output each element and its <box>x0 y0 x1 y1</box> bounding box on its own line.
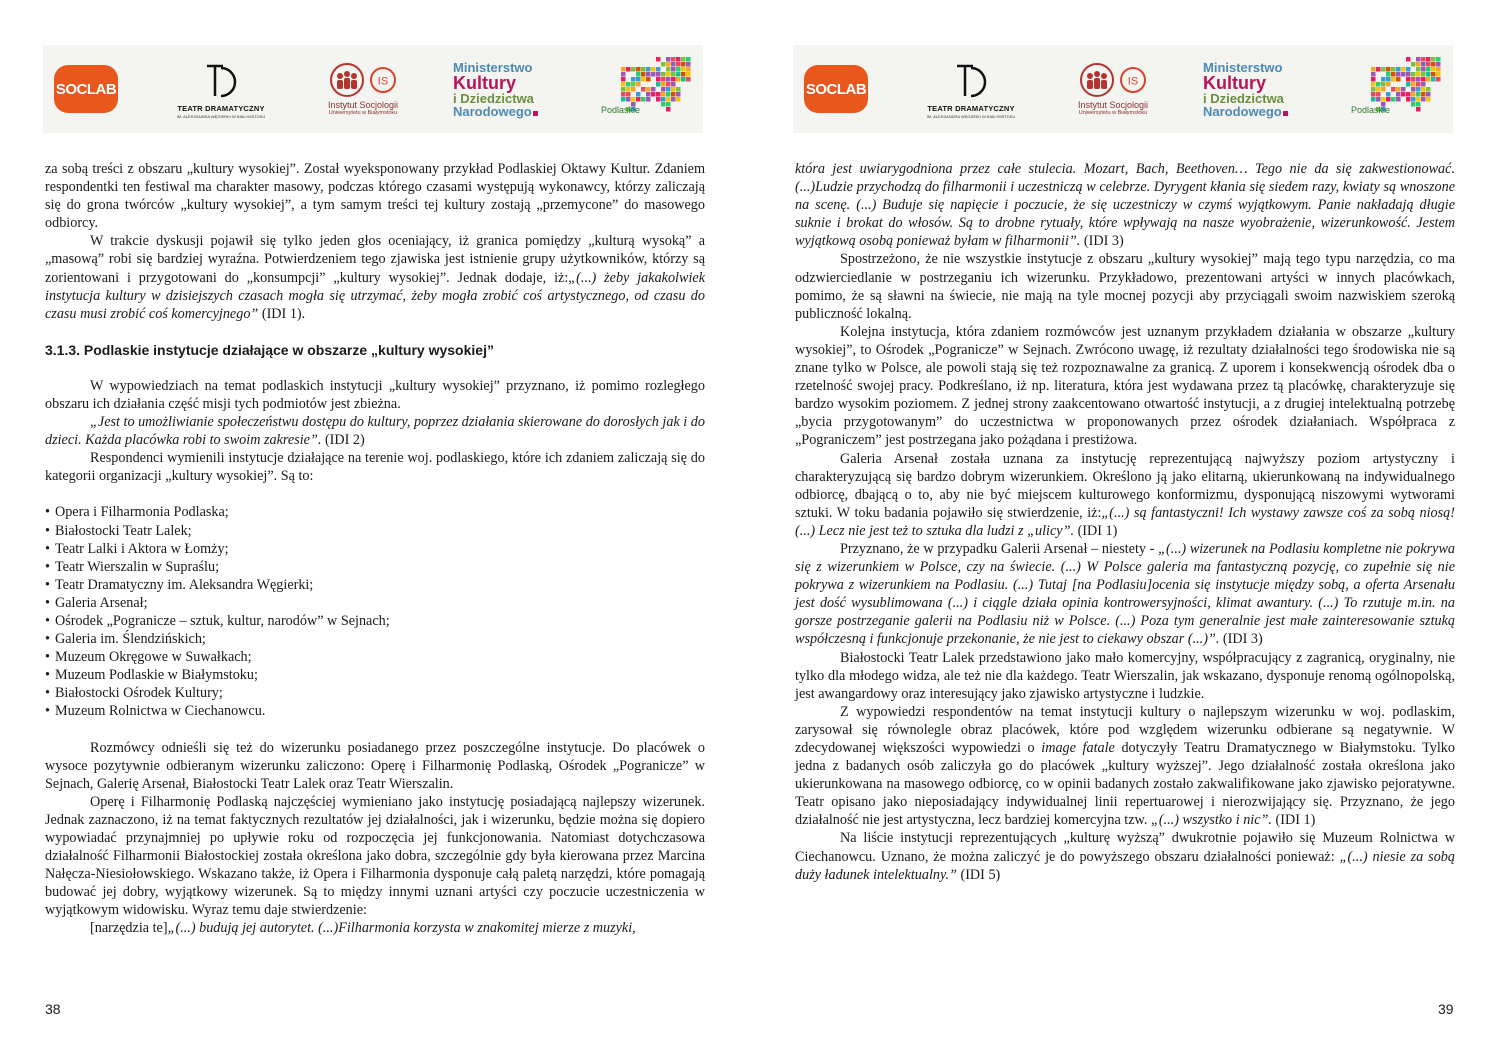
mosaic-tile <box>1416 97 1421 102</box>
mosaic-tile <box>1371 77 1376 82</box>
mosaic-tile <box>1421 97 1426 102</box>
mosaic-tile <box>1386 67 1391 72</box>
list-item: • Białostocki Ośrodek Kultury; <box>45 684 705 702</box>
mosaic-tile <box>686 57 691 62</box>
mosaic-tile <box>641 87 646 92</box>
mosaic-tile <box>1371 67 1376 72</box>
mosaic-tile <box>646 97 651 102</box>
mosaic-tile <box>1426 67 1431 72</box>
mosaic-tile <box>1371 92 1376 97</box>
mosaic-tile <box>666 107 671 112</box>
list-item: • Muzeum Okręgowe w Suwałkach; <box>45 648 705 666</box>
mosaic-tile <box>1426 57 1431 62</box>
mosaic-tile <box>1381 87 1386 92</box>
mosaic-tile <box>666 57 671 62</box>
logo-bar <box>43 45 703 133</box>
mosaic-tile <box>1421 82 1426 87</box>
teatr-dramatyczny-logo: TEATR DRAMATYCZNY IM. ALEKSANDRA WĘGIERKI W BIAŁYMSTOKU <box>161 45 281 133</box>
mosaic-tile <box>1421 57 1426 62</box>
list-item: • Muzeum Rolnictwa w Ciechanowcu. <box>45 702 705 720</box>
mosaic-tile <box>1401 72 1406 77</box>
mosaic-tile <box>621 72 626 77</box>
mosaic-tile <box>1431 67 1436 72</box>
paragraph: [narzędzia te]„(...) budują jej autorytet. (...)Filharmonia korzysta w znakomitej mierze z muzyki, <box>90 920 636 937</box>
right-page <box>750 0 1500 1061</box>
paragraph: W wypowiedziach na temat podlaskich instytucji „kultury wysokiej” przyznano, iż pomimo rozległego obszaru ich działania część misji tych podmiotów jest zbieżna. <box>45 377 705 412</box>
people-group-icon <box>1079 62 1115 98</box>
mosaic-tile <box>656 72 661 77</box>
institutions-list <box>45 503 705 720</box>
mosaic-tile <box>646 92 651 97</box>
mosaic-tile <box>1401 92 1406 97</box>
mosaic-tile <box>1431 72 1436 77</box>
mosaic-tile <box>636 67 641 72</box>
mosaic-tile <box>681 72 686 77</box>
mosaic-tile <box>1386 82 1391 87</box>
mosaic-tile <box>621 82 626 87</box>
bison-mosaic-icon <box>611 57 691 112</box>
mosaic-tile <box>1411 77 1416 82</box>
mosaic-tile <box>1416 87 1421 92</box>
page-number: 38 <box>45 1001 61 1017</box>
mosaic-tile <box>1406 82 1411 87</box>
mosaic-tile <box>681 62 686 67</box>
teatr-dramatyczny-logo: TEATR DRAMATYCZNY IM. ALEKSANDRA WĘGIERKI W BIAŁYMSTOKU <box>911 45 1031 133</box>
mosaic-tile <box>636 82 641 87</box>
list-item: • Galeria im. Ślendzińskich; <box>45 630 705 648</box>
mosaic-tile <box>1381 67 1386 72</box>
mosaic-tile <box>666 82 671 87</box>
mosaic-tile <box>1411 102 1416 107</box>
svg-text:IS: IS <box>377 75 389 88</box>
mosaic-tile <box>621 97 626 102</box>
mosaic-tile <box>656 97 661 102</box>
mosaic-tile <box>1416 67 1421 72</box>
mosaic-tile <box>1426 72 1431 77</box>
mosaic-tile <box>631 82 636 87</box>
list-item: • Teatr Lalki i Aktora w Łomży; <box>45 540 705 558</box>
mosaic-tile <box>661 102 666 107</box>
mosaic-tile <box>1416 72 1421 77</box>
mosaic-tile <box>661 62 666 67</box>
mosaic-tile <box>1431 62 1436 67</box>
mosaic-tile <box>1436 72 1441 77</box>
podlaskie-logo: Podlaskie <box>1341 45 1441 133</box>
mosaic-tile <box>656 92 661 97</box>
mosaic-tile <box>1381 82 1386 87</box>
soclab-logo: SOCLAB <box>801 45 871 133</box>
mosaic-tile <box>1416 92 1421 97</box>
is-circle-icon <box>1119 66 1147 94</box>
mosaic-tile <box>676 62 681 67</box>
mosaic-tile <box>1436 67 1441 72</box>
mosaic-tile <box>1416 57 1421 62</box>
mosaic-tile <box>661 92 666 97</box>
mosaic-tile <box>671 57 676 62</box>
mosaic-tile <box>666 77 671 82</box>
mosaic-tile <box>1411 97 1416 102</box>
mosaic-tile <box>1406 97 1411 102</box>
list-item: • Opera i Filharmonia Podlaska; <box>45 503 705 521</box>
mosaic-tile <box>641 67 646 72</box>
mosaic-tile <box>666 102 671 107</box>
mosaic-tile <box>1431 77 1436 82</box>
mosaic-tile <box>646 67 651 72</box>
mosaic-tile <box>1406 92 1411 97</box>
paragraph: Białostocki Teatr Lalek przedstawiono jako mało komercyjny, współpracujący z zagranicą, oryginalny, nie tylko dla młodego widza, ale też nie dla każdego. Teatr Wierszalin, jak wskazano, dysponuje renomą ogólnopolską, jest awangardowy oraz interesujący jako zjawisko artystyczne i ludzkie. <box>795 649 1455 702</box>
paragraph: W trakcie dyskusji pojawił się tylko jeden głos oceniający, iż granica pomiędzy „kulturą wysoką” a „masową” robi się bardziej wyraźna. Potwierdzeniem tego zjawiska jest istnienie grupy użytkowników, którzy są zorientowani i przygotowani do „konsumpcji” „kultury wysokiej”. Jednak dodaje, iż:„(...) żeby jakakolwiek instytucja kultury w dzisiejszych czasach mogła się utrzymać, żeby mogła zrobić coś artystycznego, od czasu do czasu musi zrobić coś komercyjnego” (IDI 1). <box>45 233 706 322</box>
mosaic-tile <box>1391 67 1396 72</box>
mosaic-tile <box>636 92 641 97</box>
mosaic-tile <box>621 87 626 92</box>
mosaic-tile <box>651 92 656 97</box>
mosaic-tile <box>1421 72 1426 77</box>
mosaic-tile <box>651 87 656 92</box>
mosaic-tile <box>681 77 686 82</box>
mosaic-tile <box>671 77 676 82</box>
mosaic-tile <box>1396 77 1401 82</box>
mosaic-tile <box>1376 82 1381 87</box>
mosaic-tile <box>631 87 636 92</box>
mosaic-tile <box>1421 62 1426 67</box>
mosaic-tile <box>631 67 636 72</box>
mosaic-tile <box>626 67 631 72</box>
mosaic-tile <box>676 57 681 62</box>
mosaic-tile <box>1371 72 1376 77</box>
page-number: 39 <box>1438 1001 1454 1017</box>
mosaic-tile <box>641 97 646 102</box>
paragraph: Przyznano, że w przypadku Galerii Arsenał – niestety - „(...) wizerunek na Podlasiu kompletne nie pokrywa się z wizerunkiem w Polsce, czy na świecie. (...) W Polsce galeria ma fantastyczną pozycję, co zupełnie się nie pokrywa z wizerunkiem na Podlasiu. (...) Tutaj [na Podlasiu]ocenia się instytucje między sobą, a oferta Arsenału jest dość wysublimowana (...) i ciągle działa opinia kontrowersyjności, klimat awantury. (...) To rzutuje m.in. na gorsze postrzeganie galerii na Podlasiu niż w Polsce. (...) Poza tym generalnie jest małe zainteresowanie sztuką współczesną i funkcjonuje przekonanie, że nie jest to ciekawy obszar (...)”. (IDI 3) <box>795 540 1456 648</box>
mosaic-tile <box>1426 92 1431 97</box>
mosaic-tile <box>686 72 691 77</box>
paragraph: Rozmówcy odnieśli się też do wizerunku posiadanego przez poszczególne instytucje. Do placówek o wysoce pozytywnie odbieranym wizerunku zaliczono: Operę i Filharmonię Podlaską, Ośrodek „Pogranicze” w Sejnach, Galerię Arsenał, Białostocki Teatr Lalek oraz Teatr Wierszalin. <box>45 739 705 792</box>
paragraph: Z wypowiedzi respondentów na temat instytucji kultury o najlepszym wizerunku w woj. podlaskim, zarysował się równolegle obraz placówek, które pod względem wizerunku odbierane są negatywnie. W zdecydowanej większości wypowiedzi o image fatale dotyczyły Teatru Dramatycznego w Białymstoku. Tylko jedna z badanych osób zaliczyła go do placówek „kultury wyższej”. Jego działalność została określona jako ukierunkowana na masowego odbiorcę, co w opinii badanych zostało zakwalifikowane jako zjawisko pejoratywne. Teatr opisano jako nieposiadający indywidualnej linii repertuarowej i nierozwijający się. Przyznano, że jego działalność nie jest artystyczna, lecz bardziej komercyjna tzw. „(...) wszystko i nic”. (IDI 1) <box>795 703 1455 829</box>
mosaic-tile <box>661 97 666 102</box>
mosaic-tile <box>1406 72 1411 77</box>
list-item: • Teatr Dramatyczny im. Aleksandra Węgierki; <box>45 576 705 594</box>
list-item: • Galeria Arsenał; <box>45 594 705 612</box>
mosaic-tile <box>1426 97 1431 102</box>
mosaic-tile <box>666 97 671 102</box>
mosaic-tile <box>1411 62 1416 67</box>
mosaic-tile <box>646 77 651 82</box>
mosaic-tile <box>656 67 661 72</box>
mosaic-tile <box>1426 77 1431 82</box>
list-item: • Teatr Wierszalin w Supraślu; <box>45 558 705 576</box>
mosaic-tile <box>1426 62 1431 67</box>
mosaic-tile <box>686 67 691 72</box>
mosaic-tile <box>1436 57 1441 62</box>
mosaic-tile <box>1411 92 1416 97</box>
podlaskie-logo: Podlaskie <box>591 45 691 133</box>
svg-text:IS: IS <box>1127 75 1139 88</box>
mosaic-tile <box>676 72 681 77</box>
mosaic-tile <box>621 67 626 72</box>
mosaic-tile <box>626 92 631 97</box>
mosaic-tile <box>636 72 641 77</box>
mosaic-tile <box>1396 87 1401 92</box>
mosaic-tile <box>1411 72 1416 77</box>
mosaic-tile <box>1406 67 1411 72</box>
mosaic-tile <box>1391 97 1396 102</box>
mosaic-tile <box>1416 82 1421 87</box>
body-text <box>795 160 1455 884</box>
teatr-mark-icon <box>951 60 991 100</box>
mosaic-tile <box>1411 82 1416 87</box>
mosaic-tile <box>1386 92 1391 97</box>
mosaic-tile <box>1376 92 1381 97</box>
mosaic-tile <box>1421 77 1426 82</box>
mosaic-tile <box>1396 72 1401 77</box>
mosaic-tile <box>621 77 626 82</box>
mosaic-tile <box>1391 72 1396 77</box>
mosaic-tile <box>641 77 646 82</box>
mosaic-tile <box>656 82 661 87</box>
mosaic-tile <box>1396 67 1401 72</box>
soclab-logo: SOCLAB <box>51 45 121 133</box>
mosaic-tile <box>636 77 641 82</box>
mosaic-tile <box>641 72 646 77</box>
is-circle-icon <box>369 66 397 94</box>
mosaic-tile <box>621 92 626 97</box>
mosaic-tile <box>686 62 691 67</box>
mosaic-tile <box>676 97 681 102</box>
mosaic-tile <box>1416 62 1421 67</box>
mosaic-tile <box>1431 57 1436 62</box>
mosaic-tile <box>626 97 631 102</box>
body-text <box>45 160 705 938</box>
mosaic-tile <box>651 67 656 72</box>
mosaic-tile <box>666 62 671 67</box>
list-item: • Muzeum Podlaskie w Białymstoku; <box>45 666 705 684</box>
mosaic-tile <box>1421 67 1426 72</box>
people-group-icon <box>329 62 365 98</box>
mosaic-tile <box>661 72 666 77</box>
mosaic-tile <box>656 57 661 62</box>
mosaic-tile <box>1416 77 1421 82</box>
mosaic-tile <box>631 77 636 82</box>
mosaic-tile <box>671 97 676 102</box>
mosaic-tile <box>646 72 651 77</box>
mosaic-tile <box>1371 97 1376 102</box>
mosaic-tile <box>626 82 631 87</box>
mosaic-tile <box>666 72 671 77</box>
mosaic-tile <box>1436 62 1441 67</box>
mosaic-tile <box>636 97 641 102</box>
mosaic-tile <box>1386 97 1391 102</box>
mosaic-tile <box>676 77 681 82</box>
teatr-mark-icon <box>201 60 241 100</box>
bison-mosaic-icon <box>1361 57 1441 112</box>
instytut-socjologii-logo: IS Instytut Socjologii Uniwersytetu w Białymstoku <box>313 45 413 133</box>
mosaic-tile <box>681 57 686 62</box>
mosaic-tile <box>1421 87 1426 92</box>
mosaic-tile <box>671 82 676 87</box>
paragraph: Spostrzeżono, że nie wszystkie instytucje z obszaru „kultury wysokiej” mają tego typu narzędzia, co ma odzwierciedlanie w postrzeganiu ich wizerunku. Przykładowo, prezentowani artyści w innych placówkach, pomimo, że są sławni na świecie, nie mają na tyle mocnej pozycji aby przyciągali swoim nazwiskiem szeroką publiczność lokalną. <box>795 251 1455 322</box>
mosaic-tile <box>1381 77 1386 82</box>
mosaic-tile <box>661 82 666 87</box>
paragraph: Operę i Filharmonię Podlaską najczęściej wymieniano jako instytucję posiadającą najlepszy wizerunek. Jednak zaznaczono, iż na temat faktycznych rezultatów jej działalności, jak i wizerunku, będzie można się dopiero wypowiadać przynajmniej po upływie roku od rozpoczęcia jej funkcjonowania. Natomiast dotychczasowa działalność Filharmonii Białostockiej została określona jako dobra, szczególnie gdy była kierowana przez Marcina Nałęcza-Niesiołowskiego. Wskazano także, iż Opera i Filharmonia dysponuje całą paletą narzędzi, które pomagają budować jej dobry, wyjątkowy wizerunek. Są to między innymi uznani artyści czy poczucie uczestniczenia w wyjątkowym widowisku. Wyraz temu daje stwierdzenie: <box>45 793 705 919</box>
mosaic-tile <box>1376 67 1381 72</box>
mosaic-tile <box>1391 77 1396 82</box>
mosaic-tile <box>646 87 651 92</box>
mosaic-tile <box>1376 97 1381 102</box>
paragraph: Galeria Arsenał została uznana za instytucję reprezentującą najwyższy poziom artystyczny i charakteryzującą się bardzo dobrym wizerunkiem. Określono ją jako elitarną, ukierunkowaną na indywidualnego odbiorcę, dbającą o to, aby nie być miejscem kulturowego konformizmu, dysponującą niszowymi wytworami sztuki. W toku badania pojawiło się stwierdzenie, iż:„(...) są fantastyczni! Ich wystawy zawsze coś za sobą niosą! (...) Lecz nie jest też to sztuka dla ludzi z „ulicy”. (IDI 1) <box>795 450 1455 539</box>
mosaic-tile <box>651 72 656 77</box>
mosaic-tile <box>656 77 661 82</box>
mosaic-tile <box>666 67 671 72</box>
paragraph: Kolejna instytucja, która zdaniem rozmówców jest uznanym przykładem działania w obszarze „kultury wysokiej”, to Ośrodek „Pogranicze” w Sejnach. Zwrócono uwagę, iż rezultaty działalności tego środowiska nie są znane tylko w Polsce, ale powoli stają się też rozpoznawalne za granicą. Z uporem i konsekwencją ośrodek dba o rzetelność swojej pracy. Podkreślano, iż np. literatura, która jest wydawana przez tą placówkę, charakteryzuje się bardzo wysokim poziomem. Z jednej strony zaakcentowano otwartość instytucji, a z drugiej intelektualną potrzebę „bycia przygotowanym” do uczestnictwa w proponowanych przez ośrodek działaniach. Współpraca z „Pograniczem” jest postrzegana jako pożądana i prestiżowa. <box>795 323 1455 449</box>
list-item: • Białostocki Teatr Lalek; <box>45 522 705 540</box>
mosaic-tile <box>661 87 666 92</box>
mosaic-tile <box>1396 92 1401 97</box>
mosaic-tile <box>1436 77 1441 82</box>
mkidn-logo: Ministerstwo Kultury i Dziedzictwa Narodowego <box>453 45 563 133</box>
mosaic-tile <box>1391 87 1396 92</box>
quote-paragraph: która jest uwiarygodniona przez całe stulecia. Mozart, Bach, Beethoven… Tego nie da się zakwestionować. (...)Ludzie przychodzą do filharmonii i uczestniczą w celebrze. Dyrygent kłania się siedem razy, kwiaty są wnoszone na scenę. (...) Buduje się napięcie i poczucie, że się uczestniczy w czymś wyjątkowym. Panie nakładają długie suknie i brokat do włosów. Są to drobne rytuały, które wpływają na nasze wyobrażenie, wizerunkowość. Jestem wyjątkową osobą ponieważ byłam w filharmonii”. (IDI 3) <box>795 161 1455 250</box>
mosaic-tile <box>661 77 666 82</box>
mosaic-tile <box>1396 97 1401 102</box>
mosaic-tile <box>1401 67 1406 72</box>
quote-paragraph: „Jest to umożliwianie społeczeństwu dostępu do kultury, poprzez działania skierowane do dorosłych jak i do dzieci. Każda placówka robi to swoim zakresie”. (IDI 2) <box>45 414 705 449</box>
mosaic-tile <box>1421 92 1426 97</box>
mosaic-tile <box>666 92 671 97</box>
section-heading: 3.1.3. Podlaskie instytucje działające w obszarze „kultury wysokiej” <box>45 341 494 358</box>
mosaic-tile <box>1406 57 1411 62</box>
paragraph: Respondenci wymienili instytucje działające na terenie woj. podlaskiego, które ich zdaniem zaliczają się do kategorii organizacji „kultury wysokiej”. Są to: <box>45 450 705 485</box>
logo-bar <box>793 45 1453 133</box>
mosaic-tile <box>626 87 631 92</box>
mosaic-tile <box>1381 97 1386 102</box>
mosaic-tile <box>1426 87 1431 92</box>
mkidn-logo: Ministerstwo Kultury i Dziedzictwa Narodowego <box>1203 45 1313 133</box>
mosaic-tile <box>1401 87 1406 92</box>
mosaic-tile <box>1416 102 1421 107</box>
paragraph: Na liście instytucji reprezentujących „kulturę wyższą” dwukrotnie pojawiło się Muzeum Rolnictwa w Ciechanowcu. Uznano, że można zaliczyć je do powyższego obszaru działalności ponieważ: „(...) niesie za sobą duży ładunek intelektualny.” (IDI 5) <box>795 830 1455 883</box>
mosaic-tile <box>1371 82 1376 87</box>
mosaic-tile <box>1386 77 1391 82</box>
list-item: • Ośrodek „Pogranicze – sztuk, kultur, narodów” w Sejnach; <box>45 612 705 630</box>
mosaic-tile <box>1411 87 1416 92</box>
mosaic-tile <box>671 87 676 92</box>
mosaic-tile <box>671 62 676 67</box>
mosaic-tile <box>631 97 636 102</box>
instytut-socjologii-logo: IS Instytut Socjologii Uniwersytetu w Białymstoku <box>1063 45 1163 133</box>
mosaic-tile <box>671 92 676 97</box>
paragraph: za sobą treści z obszaru „kultury wysokiej”. Został wyeksponowany przykład Podlaskiej Oktawy Kultur. Zdaniem respondentki ten festiwal ma charakter masowy, podczas którego czasami występują wykonawcy, którzy zaliczają się do grona twórców „kultury wysokiej”, a tym samym treści tej kultury zostają „przemycone” do masowego odbiorcy. <box>45 161 705 232</box>
mosaic-tile <box>676 87 681 92</box>
mosaic-tile <box>686 77 691 82</box>
mosaic-tile <box>1386 72 1391 77</box>
mosaic-tile <box>1371 87 1376 92</box>
mosaic-tile <box>1376 87 1381 92</box>
mosaic-tile <box>1406 77 1411 82</box>
mosaic-tile <box>1416 107 1421 112</box>
mosaic-tile <box>676 67 681 72</box>
mosaic-tile <box>671 67 676 72</box>
mosaic-tile <box>671 72 676 77</box>
mosaic-tile <box>681 67 686 72</box>
mosaic-tile <box>676 92 681 97</box>
mosaic-tile <box>666 87 671 92</box>
